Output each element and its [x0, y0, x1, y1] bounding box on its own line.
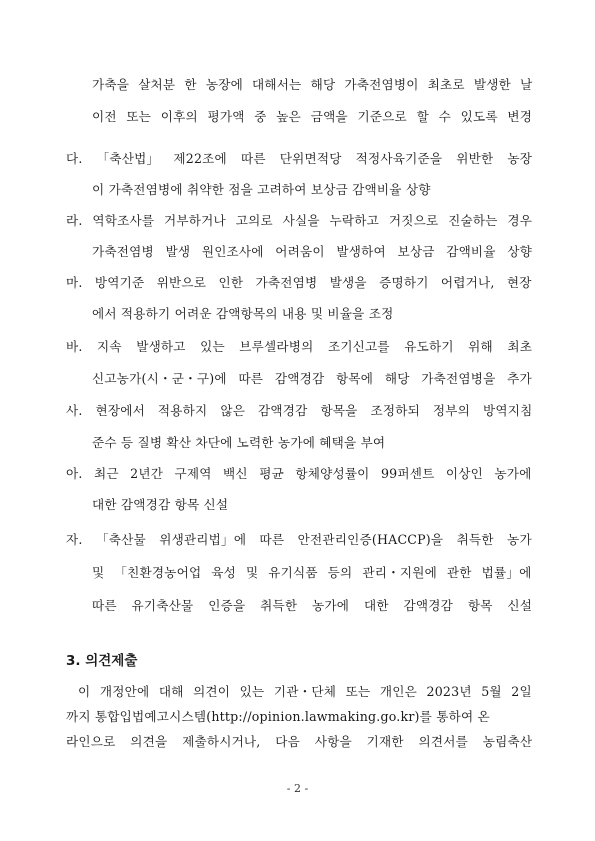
- list-item-ma-cont: 에서 적용하기 어려운 감액항목의 내용 및 비율을 조정: [92, 306, 394, 321]
- list-item-da-cont: 이 가축전염병에 취약한 점을 고려하여 보상금 감액비율 상향: [92, 182, 431, 197]
- list-item-ja-cont-1: 및 「친환경농어업 육성 및 유기식품 등의 관리・지원에 관한 법률」에: [92, 565, 532, 580]
- section-body-line-3: 라인으로 의견을 제출하시거나, 다음 사항을 기재한 의견서를 농림축산: [66, 734, 533, 749]
- section-heading: 3. 의견제출: [66, 653, 138, 669]
- text-line-1: 가축을 살처분 한 농장에 대해서는 해당 가축전염병이 최초로 발생한 날: [92, 77, 533, 92]
- list-item-a: 아. 최근 2년간 구제역 백신 평균 항체양성률이 99퍼센트 이상인 농가에: [66, 466, 532, 481]
- section-body-line-2: 까지 통합입법예고시스템(http://opinion.lawmaking.go.kr)를 통하여 온: [66, 709, 490, 724]
- list-item-da: 다. 「축산법」 제22조에 따른 단위면적당 적정사육기준을 위반한 농장: [66, 151, 533, 166]
- list-item-ra: 라. 역학조사를 거부하거나 고의로 사실을 누락하고 거짓으로 진술하는 경우: [66, 213, 533, 228]
- list-item-ba-cont: 신고농가(시・군・구)에 따른 감액경감 항목에 해당 가축전염병을 추가: [92, 371, 532, 386]
- list-item-ja-cont-2: 따른 유기축산물 인증을 취득한 농가에 대한 감액경감 항목 신설: [92, 598, 533, 613]
- list-item-a-cont: 대한 감액경감 항목 신설: [92, 497, 229, 512]
- text-line-2: 이전 또는 이후의 평가액 중 높은 금액을 기준으로 할 수 있도록 변경: [92, 109, 533, 124]
- list-item-ja: 자. 「축산물 위생관리법」에 따른 안전관리인증(HACCP)을 취득한 농가: [66, 532, 532, 547]
- list-item-sa-cont: 준수 등 질병 확산 차단에 노력한 농가에 혜택을 부여: [92, 435, 386, 450]
- section-body-line-1: 이 개정안에 대해 의견이 있는 기관・단체 또는 개인은 2023년 5월 2일: [78, 684, 532, 699]
- list-item-ra-cont: 가축전염병 발생 원인조사에 어려움이 발생하여 보상금 감액비율 상향: [92, 244, 533, 259]
- page-number: - 2 -: [286, 782, 309, 795]
- list-item-ma: 마. 방역기준 위반으로 인한 가축전염병 발생을 증명하기 어렵거나, 현장: [66, 275, 532, 290]
- list-item-sa: 사. 현장에서 적용하지 않은 감액경감 항목을 조정하되 정부의 방역지침: [66, 403, 533, 418]
- list-item-ba: 바. 지속 발생하고 있는 브루셀라병의 조기신고를 유도하기 위해 최초: [66, 339, 533, 354]
